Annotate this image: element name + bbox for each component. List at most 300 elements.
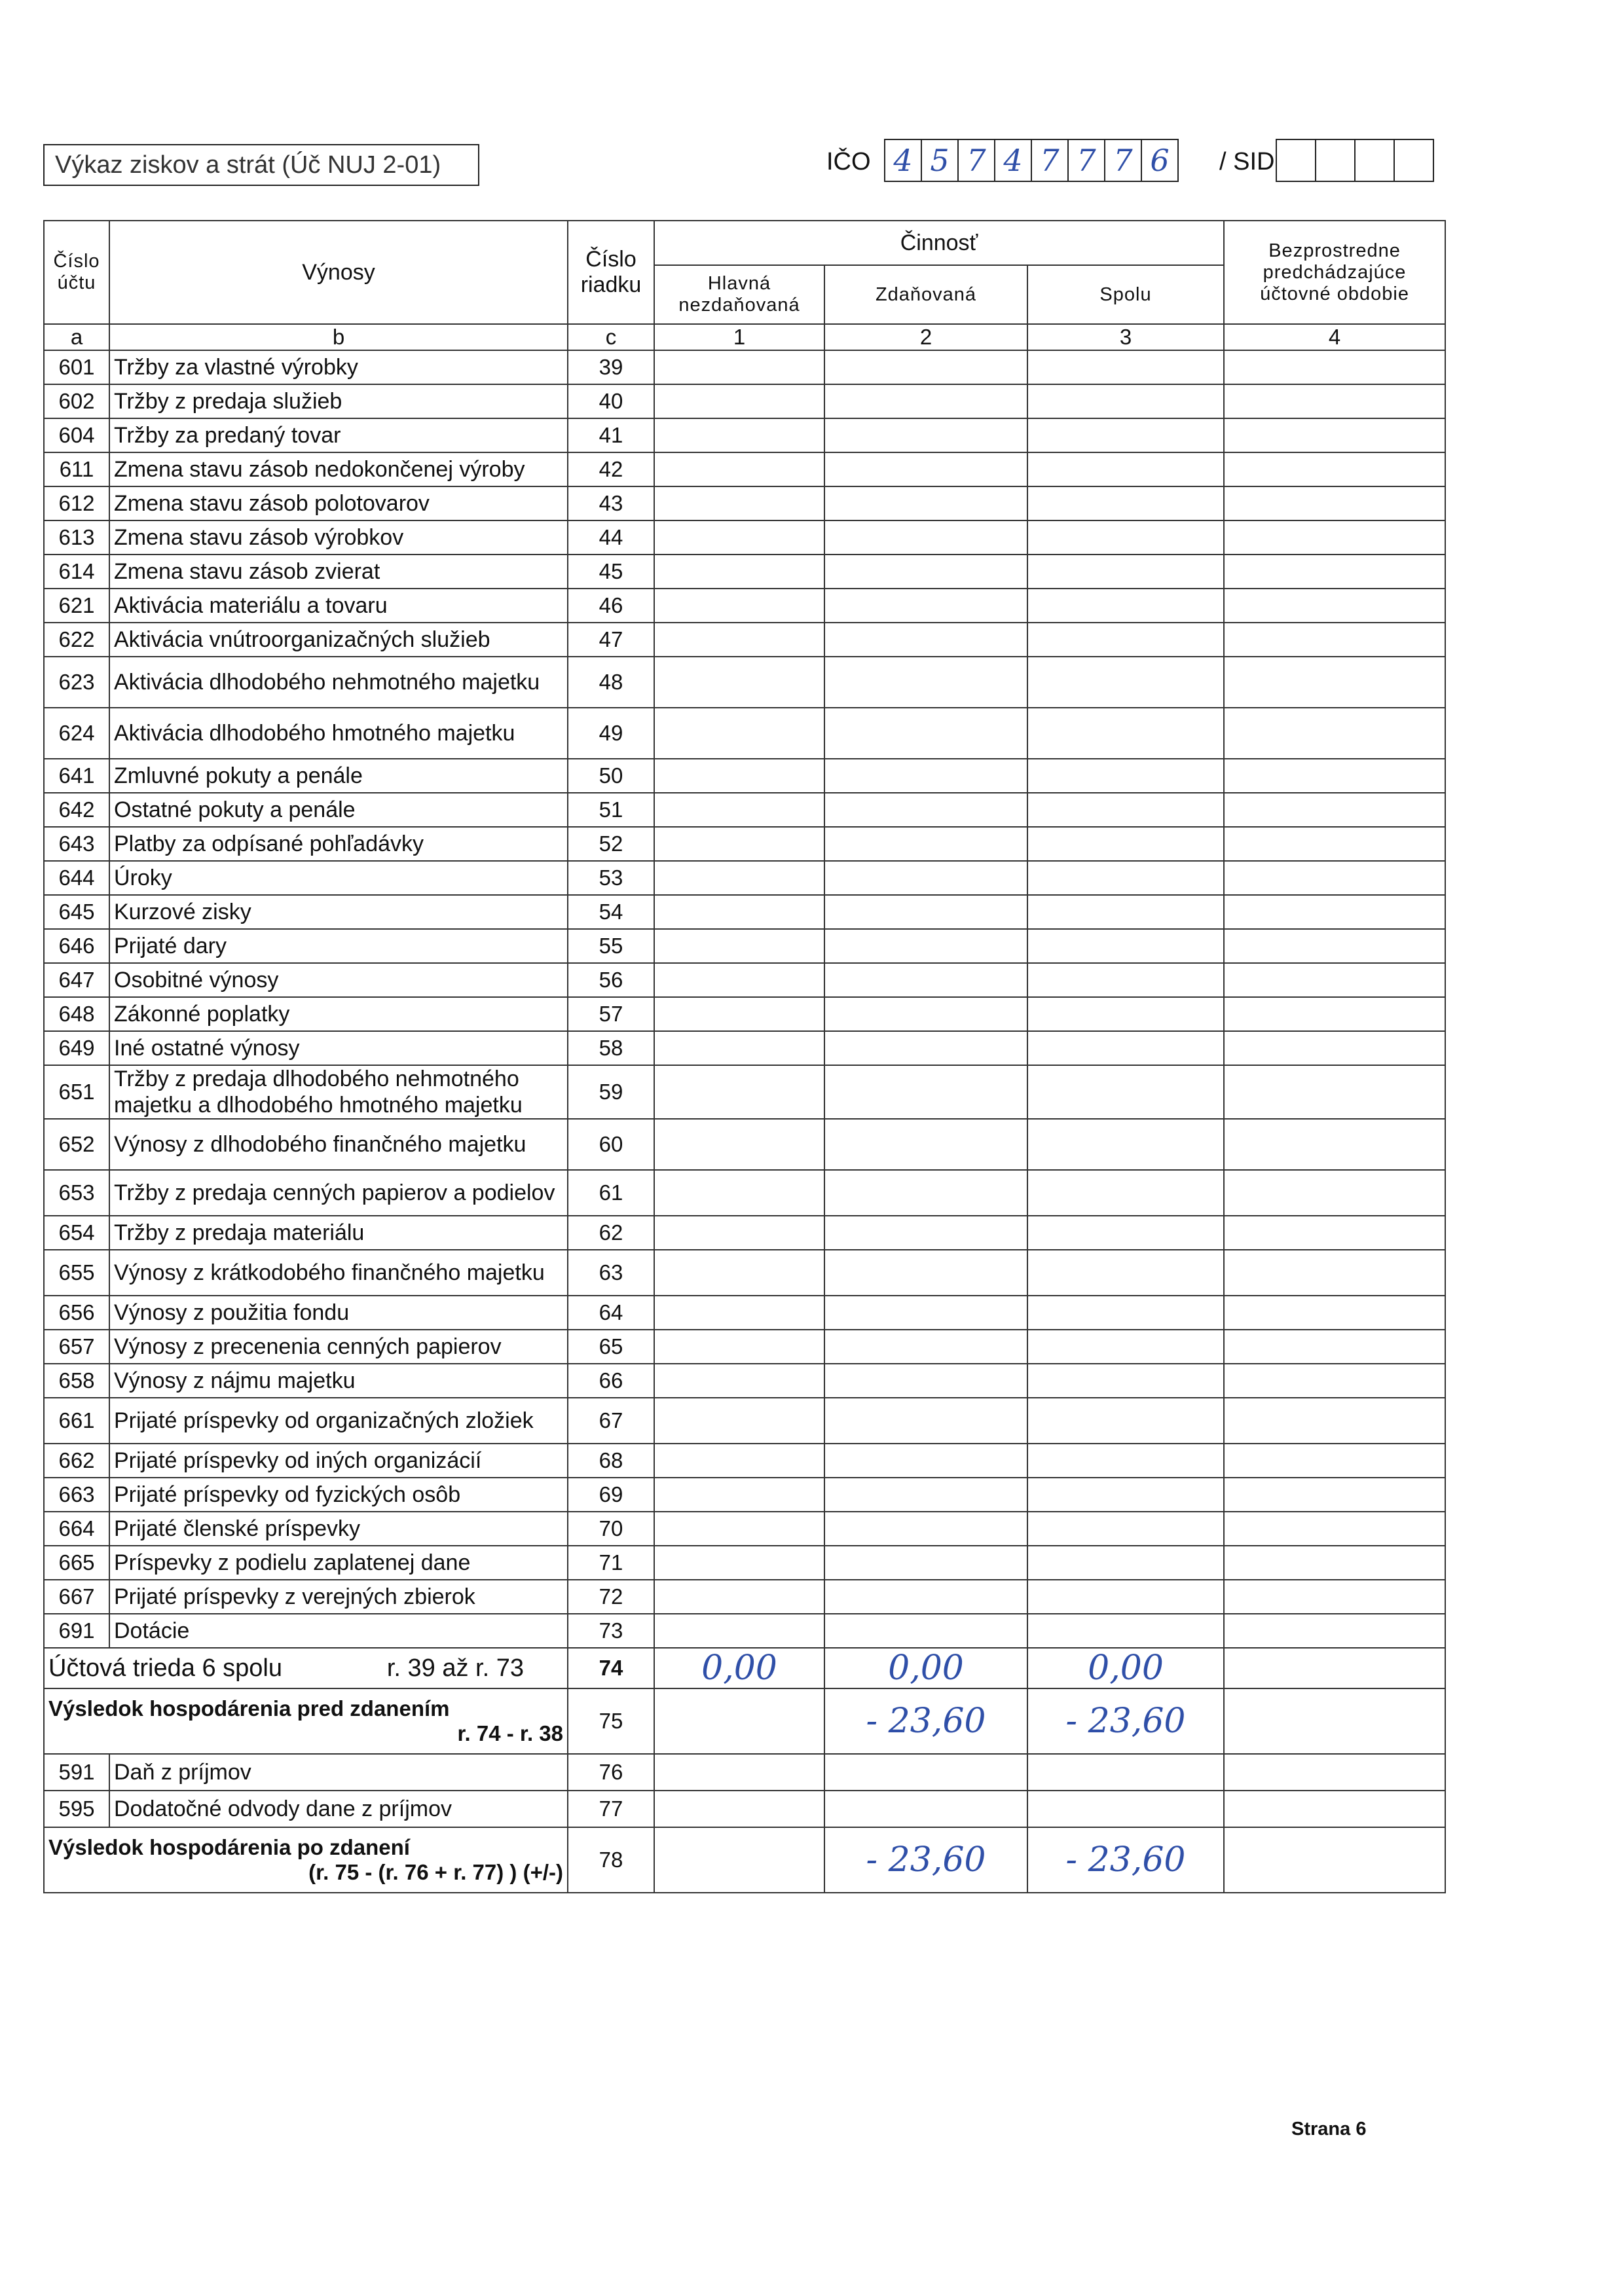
- item-name: Prijaté dary: [109, 929, 568, 963]
- sid-label: / SID: [1219, 148, 1275, 175]
- value-cell-col2[interactable]: [824, 827, 1027, 861]
- value-cell-col3[interactable]: [1027, 657, 1224, 708]
- row-number: 53: [568, 861, 654, 895]
- value-cell-col2[interactable]: [824, 861, 1027, 895]
- value-cell-col4[interactable]: [1224, 1031, 1445, 1065]
- value-cell-col3[interactable]: [1027, 997, 1224, 1031]
- row-number: 50: [568, 759, 654, 793]
- item-name: Zmena stavu zásob zvierat: [109, 555, 568, 589]
- table-row: [44, 1330, 1445, 1364]
- value-cell-col3[interactable]: [1027, 827, 1224, 861]
- value-cell-col3[interactable]: [1027, 1364, 1224, 1398]
- index-row: [44, 324, 1445, 350]
- row-number: 62: [568, 1216, 654, 1250]
- value-cell-col2[interactable]: [824, 1170, 1027, 1216]
- value-cell-col1[interactable]: [654, 1688, 824, 1754]
- ico-digit[interactable]: 7: [1031, 139, 1069, 182]
- sid-cell[interactable]: [1276, 139, 1316, 182]
- table-row: [44, 997, 1445, 1031]
- value-cell-col1[interactable]: [654, 708, 824, 759]
- value-cell-col3[interactable]: [1027, 1614, 1224, 1648]
- header-row-no: Číslo riadku: [568, 221, 654, 324]
- value-cell-col3[interactable]: [1027, 1546, 1224, 1580]
- account-number: 623: [44, 657, 109, 708]
- value-cell-col4[interactable]: [1224, 555, 1445, 589]
- value-cell-col3[interactable]: [1027, 350, 1224, 384]
- result-before-tax-formula: r. 74 - r. 38: [457, 1721, 563, 1745]
- value-cell-col3[interactable]: [1027, 759, 1224, 793]
- result-after-tax-row: [44, 1827, 1445, 1893]
- value-cell-col1[interactable]: [654, 895, 824, 929]
- account-number: 661: [44, 1398, 109, 1444]
- table-row: [44, 589, 1445, 623]
- value-cell-col3[interactable]: [1027, 418, 1224, 452]
- value-cell-col4[interactable]: [1224, 1119, 1445, 1170]
- item-name: Zmena stavu zásob polotovarov: [109, 486, 568, 520]
- item-name: Zmluvné pokuty a penále: [109, 759, 568, 793]
- value-cell-col1[interactable]: 0,00: [654, 1648, 824, 1688]
- value-cell-col3[interactable]: [1027, 963, 1224, 997]
- value-cell-col3[interactable]: [1027, 589, 1224, 623]
- value-cell-col2[interactable]: [824, 793, 1027, 827]
- account-number: 691: [44, 1614, 109, 1648]
- item-name: Tržby z predaja cenných papierov a podielov: [109, 1170, 568, 1216]
- row-number: 59: [568, 1065, 654, 1119]
- value-cell-col1[interactable]: [654, 1119, 824, 1170]
- value-cell-col4[interactable]: [1224, 827, 1445, 861]
- value-cell-col2[interactable]: [824, 929, 1027, 963]
- value-cell-col4[interactable]: [1224, 1648, 1445, 1688]
- value-cell-col4[interactable]: [1224, 589, 1445, 623]
- table-row: [44, 520, 1445, 555]
- ico-label: IČO: [826, 148, 871, 175]
- account-number: 624: [44, 708, 109, 759]
- item-name: Výnosy z dlhodobého finančného majetku: [109, 1119, 568, 1170]
- row-number: 60: [568, 1119, 654, 1170]
- value-cell-col1[interactable]: [654, 1546, 824, 1580]
- value-cell-col3[interactable]: [1027, 895, 1224, 929]
- value-cell-col1[interactable]: [654, 1512, 824, 1546]
- value-cell-col3[interactable]: [1027, 1791, 1224, 1827]
- value-cell-col1[interactable]: [654, 1614, 824, 1648]
- index-cell: 1: [654, 324, 824, 350]
- row-number: 75: [568, 1688, 654, 1754]
- ico-digit[interactable]: 7: [1067, 139, 1105, 182]
- value-cell-col2[interactable]: [824, 1031, 1027, 1065]
- value-cell-col2[interactable]: [824, 1580, 1027, 1614]
- sid-field[interactable]: [1277, 139, 1434, 182]
- value-cell-col2[interactable]: [824, 1296, 1027, 1330]
- account-number: 649: [44, 1031, 109, 1065]
- account-number: 642: [44, 793, 109, 827]
- value-cell-col4[interactable]: [1224, 1580, 1445, 1614]
- value-cell-col3[interactable]: [1027, 1512, 1224, 1546]
- row-number: 58: [568, 1031, 654, 1065]
- value-cell-col3[interactable]: [1027, 1296, 1224, 1330]
- table-row: [44, 1031, 1445, 1065]
- value-cell-col4[interactable]: [1224, 486, 1445, 520]
- account-number: 647: [44, 963, 109, 997]
- value-cell-col1[interactable]: [654, 1398, 824, 1444]
- value-cell-col2[interactable]: [824, 1364, 1027, 1398]
- table-row: [44, 452, 1445, 486]
- account-number: 648: [44, 997, 109, 1031]
- value-cell-col4[interactable]: [1224, 520, 1445, 555]
- value-cell-col1[interactable]: [654, 1170, 824, 1216]
- table-row: [44, 1614, 1445, 1648]
- value-cell-col2[interactable]: [824, 384, 1027, 418]
- index-cell: b: [109, 324, 568, 350]
- value-cell-col3[interactable]: [1027, 929, 1224, 963]
- item-name: Prijaté príspevky od organizačných zložiek: [109, 1398, 568, 1444]
- value-cell-col2[interactable]: [824, 1791, 1027, 1827]
- value-cell-col1[interactable]: [654, 1580, 824, 1614]
- value-cell-col1[interactable]: [654, 827, 824, 861]
- value-cell-col2[interactable]: [824, 486, 1027, 520]
- value-cell-col3[interactable]: [1027, 1330, 1224, 1364]
- row-number: 54: [568, 895, 654, 929]
- value-cell-col4[interactable]: [1224, 350, 1445, 384]
- item-name: Výnosy z krátkodobého finančného majetku: [109, 1250, 568, 1296]
- table-row: [44, 895, 1445, 929]
- value-cell-col2[interactable]: [824, 708, 1027, 759]
- account-number: 667: [44, 1580, 109, 1614]
- value-cell-col3[interactable]: [1027, 1031, 1224, 1065]
- value-cell-col1[interactable]: [654, 1827, 824, 1893]
- value-cell-col2[interactable]: 0,00: [824, 1648, 1027, 1688]
- value-cell-col1[interactable]: [654, 1478, 824, 1512]
- item-name: Platby za odpísané pohľadávky: [109, 827, 568, 861]
- account-number: 653: [44, 1170, 109, 1216]
- row-number: 63: [568, 1250, 654, 1296]
- table-row: [44, 1065, 1445, 1119]
- header-activity: Činnosť: [654, 221, 1224, 265]
- row-number: 57: [568, 997, 654, 1031]
- item-name: Tržby za predaný tovar: [109, 418, 568, 452]
- value-cell-col4[interactable]: [1224, 1398, 1445, 1444]
- value-cell-col2[interactable]: [824, 1546, 1027, 1580]
- account-number: 604: [44, 418, 109, 452]
- value-cell-col2[interactable]: [824, 1512, 1027, 1546]
- item-name: Daň z príjmov: [109, 1754, 568, 1791]
- table-row: [44, 350, 1445, 384]
- row-number: 77: [568, 1791, 654, 1827]
- header-name: Výnosy: [109, 221, 568, 324]
- value-cell-col3[interactable]: [1027, 708, 1224, 759]
- index-cell: a: [44, 324, 109, 350]
- value-cell-col4[interactable]: [1224, 1791, 1445, 1827]
- value-cell-col3[interactable]: - 23,60: [1027, 1827, 1224, 1893]
- value-cell-col4[interactable]: [1224, 708, 1445, 759]
- value-cell-col2[interactable]: [824, 759, 1027, 793]
- table-row: [44, 793, 1445, 827]
- value-cell-col4[interactable]: [1224, 1688, 1445, 1754]
- value-cell-col4[interactable]: [1224, 623, 1445, 657]
- row-number: 55: [568, 929, 654, 963]
- item-name: Zmena stavu zásob výrobkov: [109, 520, 568, 555]
- value-cell-col3[interactable]: [1027, 1216, 1224, 1250]
- sid-cell[interactable]: [1354, 139, 1395, 182]
- value-cell-col4[interactable]: [1224, 1512, 1445, 1546]
- value-cell-col1[interactable]: [654, 1216, 824, 1250]
- value-cell-col1[interactable]: [654, 1754, 824, 1791]
- value-cell-col3[interactable]: [1027, 520, 1224, 555]
- value-cell-col1[interactable]: [654, 997, 824, 1031]
- account-number: 611: [44, 452, 109, 486]
- account-number: 621: [44, 589, 109, 623]
- value-cell-col4[interactable]: [1224, 1170, 1445, 1216]
- value-cell-col4[interactable]: [1224, 759, 1445, 793]
- value-cell-col2[interactable]: [824, 555, 1027, 589]
- ico-digit[interactable]: 7: [957, 139, 995, 182]
- value-cell-col4[interactable]: [1224, 1330, 1445, 1364]
- value-cell-col2[interactable]: [824, 1250, 1027, 1296]
- header-account: Číslo účtu: [44, 221, 109, 324]
- value-cell-col2[interactable]: [824, 895, 1027, 929]
- table-row: [44, 657, 1445, 708]
- item-name: Aktivácia dlhodobého hmotného majetku: [109, 708, 568, 759]
- income-statement-table: [43, 220, 1446, 1893]
- row-number: 64: [568, 1296, 654, 1330]
- table-row: [44, 1364, 1445, 1398]
- value-cell-col3[interactable]: [1027, 1444, 1224, 1478]
- value-cell-col4[interactable]: [1224, 1614, 1445, 1648]
- value-cell-col3[interactable]: [1027, 1398, 1224, 1444]
- row-number: 76: [568, 1754, 654, 1791]
- value-cell-col4[interactable]: [1224, 1065, 1445, 1119]
- value-cell-col4[interactable]: [1224, 997, 1445, 1031]
- total-class6-range: r. 39 až r. 73: [386, 1654, 524, 1682]
- value-cell-col1[interactable]: [654, 657, 824, 708]
- total-class6-text: Účtová trieda 6 spolu: [48, 1654, 282, 1682]
- value-cell-col3[interactable]: [1027, 555, 1224, 589]
- value-cell-col1[interactable]: [654, 1031, 824, 1065]
- item-name: Prijaté príspevky z verejných zbierok: [109, 1580, 568, 1614]
- row-number: 68: [568, 1444, 654, 1478]
- item-name: Ostatné pokuty a penále: [109, 793, 568, 827]
- ico-digit[interactable]: 4: [994, 139, 1032, 182]
- account-number: 657: [44, 1330, 109, 1364]
- value-cell-col1[interactable]: [654, 384, 824, 418]
- value-cell-col1[interactable]: [654, 759, 824, 793]
- account-number: 644: [44, 861, 109, 895]
- value-cell-col2[interactable]: - 23,60: [824, 1688, 1027, 1754]
- index-cell: c: [568, 324, 654, 350]
- account-number: 645: [44, 895, 109, 929]
- value-cell-col1[interactable]: [654, 520, 824, 555]
- item-name: Dotácie: [109, 1614, 568, 1648]
- value-cell-col1[interactable]: [654, 1364, 824, 1398]
- value-cell-col4[interactable]: [1224, 384, 1445, 418]
- value-cell-col3[interactable]: [1027, 861, 1224, 895]
- table-row: [44, 861, 1445, 895]
- item-name: Tržby z predaja dlhodobého nehmotného majetku a dlhodobého hmotného majetku: [109, 1065, 568, 1119]
- header-col2: Zdaňovaná: [824, 265, 1027, 324]
- value-cell-col3[interactable]: [1027, 1065, 1224, 1119]
- item-name: Prijaté príspevky od iných organizácií: [109, 1444, 568, 1478]
- value-cell-col4[interactable]: [1224, 1754, 1445, 1791]
- value-cell-col4[interactable]: [1224, 793, 1445, 827]
- value-cell-col1[interactable]: [654, 486, 824, 520]
- value-cell-col1[interactable]: [654, 929, 824, 963]
- value-cell-col2[interactable]: [824, 1119, 1027, 1170]
- account-number: 656: [44, 1296, 109, 1330]
- table-row: [44, 418, 1445, 452]
- value-cell-col2[interactable]: [824, 963, 1027, 997]
- page-number: Strana 6: [1291, 2119, 1367, 2140]
- account-number: 662: [44, 1444, 109, 1478]
- value-cell-col4[interactable]: [1224, 1444, 1445, 1478]
- account-number: 655: [44, 1250, 109, 1296]
- value-cell-col4[interactable]: [1224, 657, 1445, 708]
- item-name: Prijaté príspevky od fyzických osôb: [109, 1478, 568, 1512]
- ico-digit[interactable]: 6: [1141, 139, 1179, 182]
- account-number: 641: [44, 759, 109, 793]
- value-cell-col4[interactable]: [1224, 1216, 1445, 1250]
- table-row: [44, 623, 1445, 657]
- item-name: Zmena stavu zásob nedokončenej výroby: [109, 452, 568, 486]
- item-name: Prijaté členské príspevky: [109, 1512, 568, 1546]
- value-cell-col4[interactable]: [1224, 1296, 1445, 1330]
- value-cell-col3[interactable]: [1027, 1170, 1224, 1216]
- value-cell-col1[interactable]: [654, 350, 824, 384]
- value-cell-col3[interactable]: [1027, 1478, 1224, 1512]
- value-cell-col3[interactable]: [1027, 1580, 1224, 1614]
- form-title: Výkaz ziskov a strát (Úč NUJ 2-01): [43, 144, 479, 186]
- header-col3: Spolu: [1027, 265, 1224, 324]
- ico-digit[interactable]: 5: [921, 139, 959, 182]
- table-row: [44, 1216, 1445, 1250]
- value-cell-col4[interactable]: [1224, 418, 1445, 452]
- value-cell-col2[interactable]: [824, 520, 1027, 555]
- value-cell-col2[interactable]: [824, 657, 1027, 708]
- value-cell-col3[interactable]: [1027, 623, 1224, 657]
- value-cell-col4[interactable]: [1224, 452, 1445, 486]
- value-cell-col2[interactable]: [824, 1330, 1027, 1364]
- account-number: 612: [44, 486, 109, 520]
- value-cell-col3[interactable]: [1027, 384, 1224, 418]
- total-class6-label: [44, 1648, 568, 1688]
- value-cell-col4[interactable]: [1224, 861, 1445, 895]
- row-number: 74: [568, 1648, 654, 1688]
- row-number: 49: [568, 708, 654, 759]
- row-number: 52: [568, 827, 654, 861]
- index-cell: 3: [1027, 324, 1224, 350]
- value-cell-col1[interactable]: [654, 623, 824, 657]
- value-cell-col2[interactable]: [824, 418, 1027, 452]
- value-cell-col1[interactable]: [654, 1791, 824, 1827]
- value-cell-col3[interactable]: [1027, 452, 1224, 486]
- value-cell-col4[interactable]: [1224, 929, 1445, 963]
- value-cell-col4[interactable]: [1224, 1827, 1445, 1893]
- value-cell-col2[interactable]: [824, 623, 1027, 657]
- item-name: Dodatočné odvody dane z príjmov: [109, 1791, 568, 1827]
- value-cell-col2[interactable]: [824, 350, 1027, 384]
- value-cell-col1[interactable]: [654, 418, 824, 452]
- table-row: [44, 555, 1445, 589]
- ico-field[interactable]: [885, 139, 1179, 182]
- value-cell-col4[interactable]: [1224, 1364, 1445, 1398]
- account-number: 643: [44, 827, 109, 861]
- value-cell-col3[interactable]: [1027, 486, 1224, 520]
- value-cell-col2[interactable]: - 23,60: [824, 1827, 1027, 1893]
- value-cell-col2[interactable]: [824, 1444, 1027, 1478]
- ico-digit[interactable]: 4: [884, 139, 922, 182]
- account-number: 591: [44, 1754, 109, 1791]
- value-cell-col1[interactable]: [654, 963, 824, 997]
- account-number: 663: [44, 1478, 109, 1512]
- value-cell-col3[interactable]: [1027, 793, 1224, 827]
- row-number: 41: [568, 418, 654, 452]
- index-cell: 2: [824, 324, 1027, 350]
- value-cell-col2[interactable]: [824, 589, 1027, 623]
- item-name: Tržby z predaja služieb: [109, 384, 568, 418]
- table-row: [44, 759, 1445, 793]
- value-cell-col1[interactable]: [654, 861, 824, 895]
- item-name: Výnosy z použitia fondu: [109, 1296, 568, 1330]
- value-cell-col3[interactable]: [1027, 1754, 1224, 1791]
- item-name: Zákonné poplatky: [109, 997, 568, 1031]
- item-name: Osobitné výnosy: [109, 963, 568, 997]
- value-cell-col3[interactable]: 0,00: [1027, 1648, 1224, 1688]
- table-row: [44, 1250, 1445, 1296]
- value-cell-col4[interactable]: [1224, 1478, 1445, 1512]
- value-cell-col2[interactable]: [824, 1614, 1027, 1648]
- value-cell-col2[interactable]: [824, 1216, 1027, 1250]
- item-name: Tržby z predaja materiálu: [109, 1216, 568, 1250]
- ico-digit[interactable]: 7: [1104, 139, 1142, 182]
- value-cell-col2[interactable]: [824, 452, 1027, 486]
- value-cell-col1[interactable]: [654, 1250, 824, 1296]
- value-cell-col1[interactable]: [654, 793, 824, 827]
- table-row: [44, 1580, 1445, 1614]
- value-cell-col2[interactable]: [824, 1065, 1027, 1119]
- value-cell-col2[interactable]: [824, 997, 1027, 1031]
- value-cell-col1[interactable]: [654, 1065, 824, 1119]
- sid-cell[interactable]: [1393, 139, 1434, 182]
- value-cell-col1[interactable]: [654, 555, 824, 589]
- table-row: [44, 1791, 1445, 1827]
- result-before-tax-label: [44, 1688, 568, 1754]
- value-cell-col4[interactable]: [1224, 963, 1445, 997]
- value-cell-col1[interactable]: [654, 1296, 824, 1330]
- account-number: 614: [44, 555, 109, 589]
- value-cell-col3[interactable]: [1027, 1250, 1224, 1296]
- value-cell-col4[interactable]: [1224, 1546, 1445, 1580]
- value-cell-col3[interactable]: - 23,60: [1027, 1688, 1224, 1754]
- value-cell-col4[interactable]: [1224, 895, 1445, 929]
- result-after-tax-formula: (r. 75 - (r. 76 + r. 77) ) (+/-): [308, 1860, 563, 1884]
- value-cell-col2[interactable]: [824, 1754, 1027, 1791]
- value-cell-col3[interactable]: [1027, 1119, 1224, 1170]
- row-number: 47: [568, 623, 654, 657]
- result-after-tax-label: [44, 1827, 568, 1893]
- value-cell-col2[interactable]: [824, 1478, 1027, 1512]
- item-name: Aktivácia materiálu a tovaru: [109, 589, 568, 623]
- value-cell-col1[interactable]: [654, 452, 824, 486]
- result-before-tax-row: [44, 1688, 1445, 1754]
- value-cell-col1[interactable]: [654, 1444, 824, 1478]
- value-cell-col1[interactable]: [654, 1330, 824, 1364]
- row-number: 78: [568, 1827, 654, 1893]
- account-number: 651: [44, 1065, 109, 1119]
- value-cell-col2[interactable]: [824, 1398, 1027, 1444]
- row-number: 73: [568, 1614, 654, 1648]
- result-after-tax-text: Výsledok hospodárenia po zdanení: [48, 1835, 410, 1859]
- value-cell-col4[interactable]: [1224, 1250, 1445, 1296]
- value-cell-col1[interactable]: [654, 589, 824, 623]
- sid-cell[interactable]: [1315, 139, 1356, 182]
